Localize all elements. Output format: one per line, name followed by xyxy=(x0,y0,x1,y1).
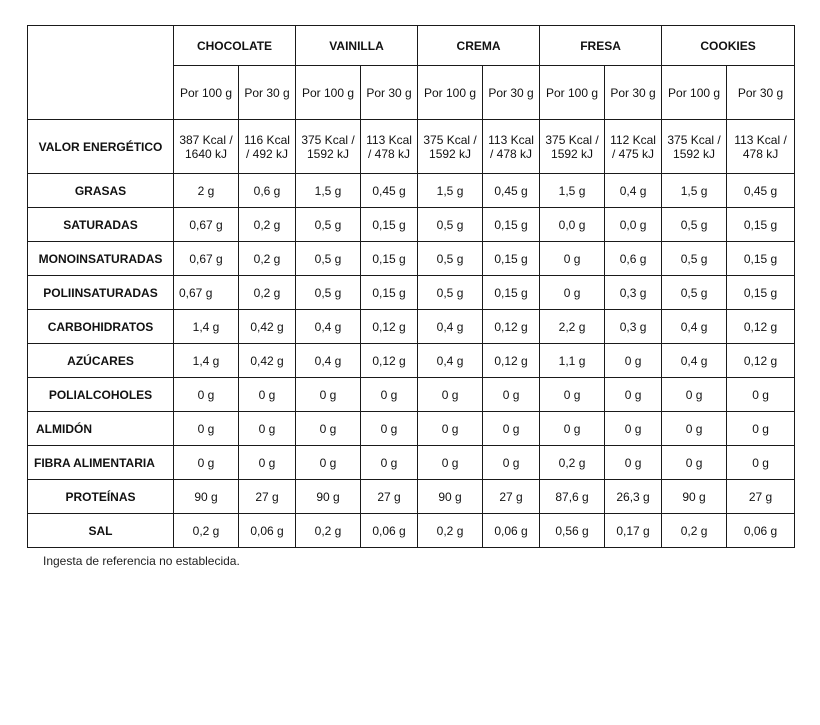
header-corner-cell xyxy=(28,26,174,120)
value-cell: 0,12 g xyxy=(727,310,795,344)
value-cell: 0,2 g xyxy=(174,514,239,548)
value-cell: 0,45 g xyxy=(483,174,540,208)
footnote: Ingesta de referencia no establecida. xyxy=(43,554,240,568)
value-cell: 0,5 g xyxy=(296,242,361,276)
value-cell: 0,45 g xyxy=(727,174,795,208)
value-cell: 27 g xyxy=(483,480,540,514)
value-cell: 0,45 g xyxy=(361,174,418,208)
value-cell: 0,4 g xyxy=(662,344,727,378)
value-cell: 0,2 g xyxy=(418,514,483,548)
value-cell: 0,4 g xyxy=(296,310,361,344)
value-cell: 0,0 g xyxy=(540,208,605,242)
value-cell: 0,42 g xyxy=(239,310,296,344)
row-label: CARBOHIDRATOS xyxy=(28,310,174,344)
row-label: PROTEÍNAS xyxy=(28,480,174,514)
value-cell: 27 g xyxy=(361,480,418,514)
value-cell: 0,2 g xyxy=(239,242,296,276)
value-cell: 0 g xyxy=(540,276,605,310)
value-cell: 0,12 g xyxy=(727,344,795,378)
value-cell: 0,5 g xyxy=(662,242,727,276)
flavor-header-row xyxy=(28,26,795,66)
value-cell: 0,4 g xyxy=(605,174,662,208)
table-row-valor-energetico xyxy=(28,120,795,174)
value-cell: 0,15 g xyxy=(361,276,418,310)
value-cell: 0,5 g xyxy=(418,208,483,242)
value-cell: 0,6 g xyxy=(605,242,662,276)
value-cell: 113 Kcal / 478 kJ xyxy=(483,120,540,174)
value-cell: 0,5 g xyxy=(662,276,727,310)
value-cell: 0,15 g xyxy=(727,276,795,310)
value-cell: 387 Kcal / 1640 kJ xyxy=(174,120,239,174)
row-label: AZÚCARES xyxy=(28,344,174,378)
value-cell: 90 g xyxy=(662,480,727,514)
value-cell: 113 Kcal / 478 kJ xyxy=(361,120,418,174)
unit-per-30g: Por 30 g xyxy=(483,66,540,120)
value-cell: 0,2 g xyxy=(662,514,727,548)
unit-per-30g: Por 30 g xyxy=(605,66,662,120)
value-cell: 0 g xyxy=(662,446,727,480)
row-label: FIBRA ALIMENTARIA xyxy=(28,446,174,480)
value-cell: 0,4 g xyxy=(418,344,483,378)
table-row-fibra-alimentaria xyxy=(28,446,795,480)
value-cell: 0,42 g xyxy=(239,344,296,378)
value-cell: 0,15 g xyxy=(483,242,540,276)
value-cell: 375 Kcal / 1592 kJ xyxy=(296,120,361,174)
value-cell: 1,5 g xyxy=(662,174,727,208)
nutrition-table xyxy=(27,25,795,548)
value-cell: 0,67 g xyxy=(174,208,239,242)
value-cell: 0,2 g xyxy=(296,514,361,548)
value-cell: 2 g xyxy=(174,174,239,208)
value-cell: 0,5 g xyxy=(296,208,361,242)
value-cell: 0,2 g xyxy=(239,208,296,242)
value-cell: 0,5 g xyxy=(418,276,483,310)
table-row-grasas xyxy=(28,174,795,208)
value-cell: 90 g xyxy=(296,480,361,514)
value-cell: 375 Kcal / 1592 kJ xyxy=(540,120,605,174)
value-cell: 1,5 g xyxy=(418,174,483,208)
value-cell: 0 g xyxy=(662,412,727,446)
value-cell: 1,4 g xyxy=(174,344,239,378)
row-label: ALMIDÓN xyxy=(28,412,174,446)
value-cell: 0 g xyxy=(483,446,540,480)
value-cell: 0 g xyxy=(296,446,361,480)
value-cell: 87,6 g xyxy=(540,480,605,514)
value-cell: 0,06 g xyxy=(727,514,795,548)
value-cell: 0,06 g xyxy=(361,514,418,548)
value-cell: 27 g xyxy=(239,480,296,514)
value-cell: 0 g xyxy=(361,378,418,412)
unit-per-30g: Por 30 g xyxy=(239,66,296,120)
row-label: SAL xyxy=(28,514,174,548)
value-cell: 0 g xyxy=(662,378,727,412)
value-cell: 90 g xyxy=(174,480,239,514)
value-cell: 0,12 g xyxy=(483,344,540,378)
value-cell: 0,17 g xyxy=(605,514,662,548)
value-cell: 0 g xyxy=(727,446,795,480)
value-cell: 2,2 g xyxy=(540,310,605,344)
value-cell: 0 g xyxy=(361,412,418,446)
value-cell: 0,15 g xyxy=(361,208,418,242)
value-cell: 0,12 g xyxy=(361,344,418,378)
value-cell: 0 g xyxy=(418,446,483,480)
flavor-header-vainilla: VAINILLA xyxy=(296,26,418,66)
value-cell: 0 g xyxy=(540,412,605,446)
value-cell: 116 Kcal / 492 kJ xyxy=(239,120,296,174)
value-cell: 90 g xyxy=(418,480,483,514)
flavor-header-cookies: COOKIES xyxy=(662,26,795,66)
value-cell: 375 Kcal / 1592 kJ xyxy=(662,120,727,174)
value-cell: 0 g xyxy=(418,378,483,412)
value-cell: 1,1 g xyxy=(540,344,605,378)
value-cell: 1,5 g xyxy=(296,174,361,208)
value-cell: 0 g xyxy=(296,412,361,446)
value-cell: 0,56 g xyxy=(540,514,605,548)
value-cell: 0 g xyxy=(605,412,662,446)
value-cell: 0 g xyxy=(418,412,483,446)
row-label: POLIALCOHOLES xyxy=(28,378,174,412)
value-cell: 0 g xyxy=(727,412,795,446)
value-cell: 0 g xyxy=(174,446,239,480)
value-cell: 0 g xyxy=(174,378,239,412)
value-cell: 0,15 g xyxy=(727,242,795,276)
row-label: VALOR ENERGÉTICO xyxy=(28,120,174,174)
unit-per-100g: Por 100 g xyxy=(662,66,727,120)
value-cell: 0,15 g xyxy=(483,276,540,310)
table-row-azucares xyxy=(28,344,795,378)
row-label: POLIINSATURADAS xyxy=(28,276,174,310)
value-cell: 0,06 g xyxy=(483,514,540,548)
value-cell: 0 g xyxy=(361,446,418,480)
value-cell: 0,5 g xyxy=(662,208,727,242)
value-cell: 0,06 g xyxy=(239,514,296,548)
row-label: SATURADAS xyxy=(28,208,174,242)
value-cell: 0,6 g xyxy=(239,174,296,208)
value-cell: 375 Kcal / 1592 kJ xyxy=(418,120,483,174)
value-cell: 0,3 g xyxy=(605,310,662,344)
value-cell: 0 g xyxy=(727,378,795,412)
value-cell: 0,67 g xyxy=(174,276,239,310)
table-row-saturadas xyxy=(28,208,795,242)
table-row-proteinas xyxy=(28,480,795,514)
value-cell: 0,2 g xyxy=(540,446,605,480)
row-label: MONOINSATURADAS xyxy=(28,242,174,276)
value-cell: 0,4 g xyxy=(418,310,483,344)
value-cell: 0,5 g xyxy=(296,276,361,310)
unit-per-100g: Por 100 g xyxy=(418,66,483,120)
table-row-polialcoholes xyxy=(28,378,795,412)
value-cell: 0 g xyxy=(296,378,361,412)
value-cell: 0 g xyxy=(540,378,605,412)
value-cell: 0 g xyxy=(483,412,540,446)
table-row-sal xyxy=(28,514,795,548)
value-cell: 0 g xyxy=(239,412,296,446)
value-cell: 0 g xyxy=(605,446,662,480)
value-cell: 0,15 g xyxy=(727,208,795,242)
value-cell: 1,4 g xyxy=(174,310,239,344)
unit-per-100g: Por 100 g xyxy=(174,66,239,120)
value-cell: 0 g xyxy=(483,378,540,412)
unit-per-100g: Por 100 g xyxy=(540,66,605,120)
flavor-header-chocolate: CHOCOLATE xyxy=(174,26,296,66)
table-row-poliinsaturadas xyxy=(28,276,795,310)
value-cell: 0,15 g xyxy=(361,242,418,276)
value-cell: 0,12 g xyxy=(361,310,418,344)
value-cell: 0 g xyxy=(605,344,662,378)
value-cell: 0,5 g xyxy=(418,242,483,276)
value-cell: 113 Kcal / 478 kJ xyxy=(727,120,795,174)
unit-per-100g: Por 100 g xyxy=(296,66,361,120)
value-cell: 0,3 g xyxy=(605,276,662,310)
table-row-almidon xyxy=(28,412,795,446)
table-row-carbohidratos xyxy=(28,310,795,344)
table-row-monoinsaturadas xyxy=(28,242,795,276)
value-cell: 0,0 g xyxy=(605,208,662,242)
value-cell: 26,3 g xyxy=(605,480,662,514)
value-cell: 0,2 g xyxy=(239,276,296,310)
value-cell: 0,67 g xyxy=(174,242,239,276)
value-cell: 0 g xyxy=(239,446,296,480)
value-cell: 0,4 g xyxy=(662,310,727,344)
value-cell: 0,15 g xyxy=(483,208,540,242)
unit-per-30g: Por 30 g xyxy=(361,66,418,120)
row-label: GRASAS xyxy=(28,174,174,208)
flavor-header-fresa: FRESA xyxy=(540,26,662,66)
value-cell: 0 g xyxy=(239,378,296,412)
value-cell: 0,12 g xyxy=(483,310,540,344)
value-cell: 112 Kcal / 475 kJ xyxy=(605,120,662,174)
flavor-header-crema: CREMA xyxy=(418,26,540,66)
value-cell: 0 g xyxy=(540,242,605,276)
value-cell: 0 g xyxy=(605,378,662,412)
value-cell: 0,4 g xyxy=(296,344,361,378)
value-cell: 0 g xyxy=(174,412,239,446)
value-cell: 1,5 g xyxy=(540,174,605,208)
value-cell: 27 g xyxy=(727,480,795,514)
unit-per-30g: Por 30 g xyxy=(727,66,795,120)
